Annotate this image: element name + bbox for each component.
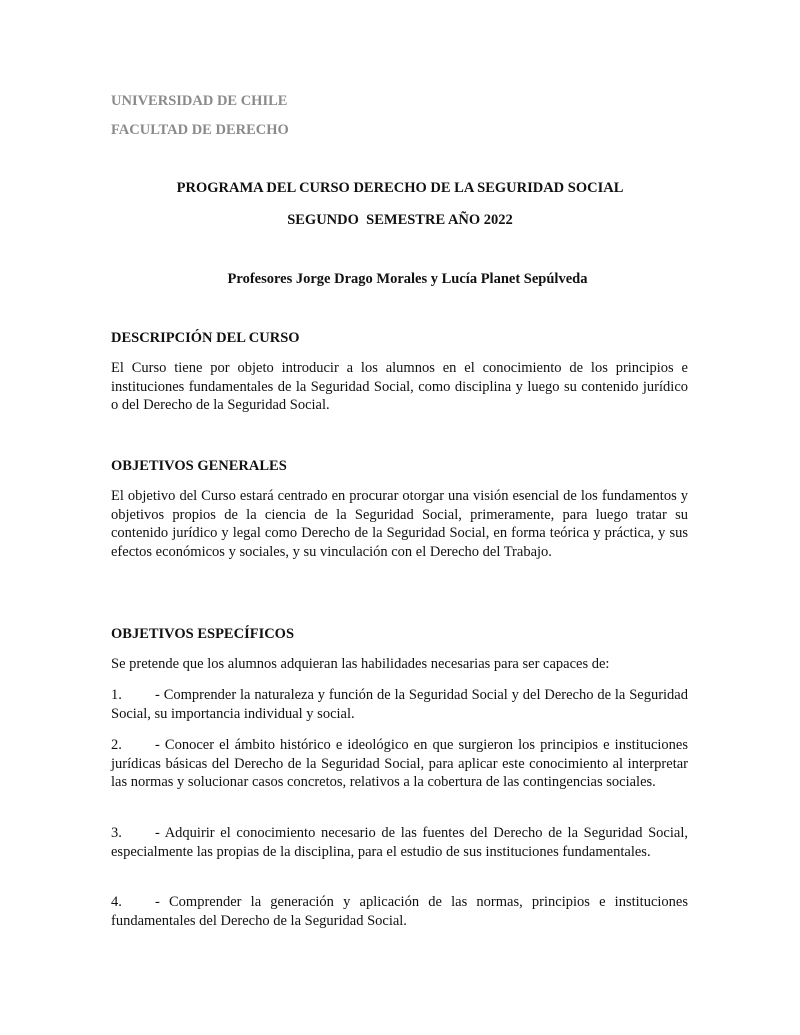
list-item: [111, 686, 688, 723]
course-title: PROGRAMA DEL CURSO DERECHO DE LA SEGURIDAD SOCIAL: [176, 180, 624, 196]
university-name: UNIVERSIDAD DE CHILE: [111, 93, 288, 109]
semester-title: SEGUNDO SEMESTRE AÑO 2022: [287, 212, 513, 228]
general-objectives-heading: OBJETIVOS GENERALES: [111, 458, 287, 474]
faculty-name: FACULTAD DE DERECHO: [111, 122, 289, 138]
list-item: [111, 824, 688, 861]
list-item-text: - Conocer el ámbito histórico e ideológico en que surgieron los principios e instituciones jurídicas básicas del Derecho de la Seguridad Social, para aplicar este conocimiento al interpretar las normas y solucionar casos concretos, relativos a la cobertura de las contingencias sociales.: [111, 737, 688, 790]
list-item-number: 1.: [111, 687, 122, 703]
specific-objectives-intro: Se pretende que los alumnos adquieran las habilidades necesarias para ser capaces de:: [111, 656, 610, 672]
description-text: El Curso tiene por objeto introducir a los alumnos en el conocimiento de los principios e instituciones fundamentales de la Seguridad Social, como disciplina y luego su contenido jurídico o del Derecho de la Seguridad Social.: [111, 360, 688, 413]
list-item: [111, 736, 688, 792]
list-item-number: 3.: [111, 825, 122, 841]
specific-objectives-heading: OBJETIVOS ESPECÍFICOS: [111, 626, 295, 642]
professors-line: Profesores Jorge Drago Morales y Lucía Planet Sepúlveda: [227, 271, 588, 287]
list-item-number: 4.: [111, 894, 122, 910]
list-item: [111, 893, 688, 930]
general-objectives-text: El objetivo del Curso estará centrado en procurar otorgar una visión esencial de los fundamentos y objetivos propios de la ciencia de la Seguridad Social, primeramente, para luego tratar su contenido jurídico y legal como Derecho de la Seguridad Social, en forma teórica y práctica, y sus efectos económicos y sociales, y su vinculación con el Derecho del Trabajo.: [111, 488, 688, 560]
list-item-number: 2.: [111, 737, 122, 753]
list-item-text: - Comprender la naturaleza y función de la Seguridad Social y del Derecho de la Seguridad Social, su importancia individual y social.: [111, 687, 688, 722]
list-item-text: - Adquirir el conocimiento necesario de las fuentes del Derecho de la Seguridad Social, especialmente las propias de la disciplina, para el estudio de sus instituciones fundamentales.: [111, 825, 688, 860]
list-item-text: - Comprender la generación y aplicación de las normas, principios e instituciones fundamentales del Derecho de la Seguridad Social.: [111, 894, 688, 929]
description-heading: DESCRIPCIÓN DEL CURSO: [111, 330, 300, 346]
